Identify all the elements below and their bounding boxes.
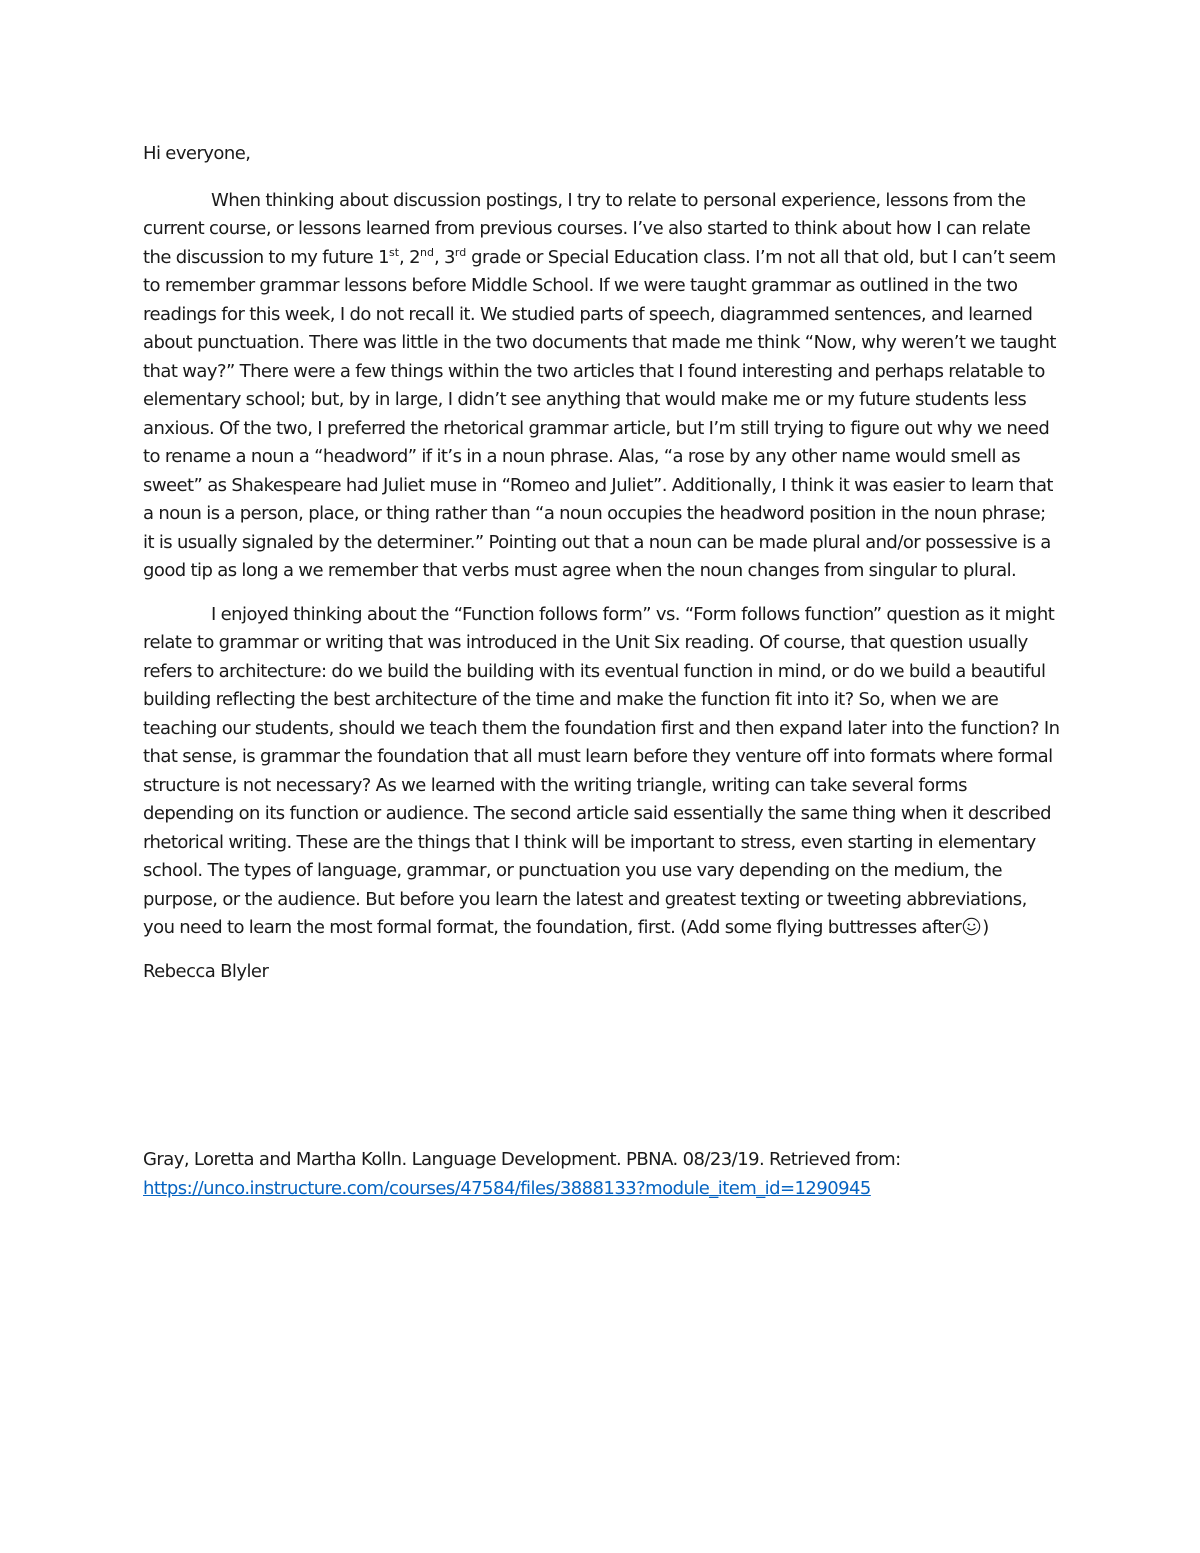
paragraph-1-text-d: grade or Special Education class. I’m not all that old, but I can’t seem to remember grammar lessons before Middle School. If we were taught grammar as outlined in the two readings for this week, I do not recall it. We studied parts of speech, diagrammed sentences, and learned about punctuation. There was little in the two documents that made me think “Now, why weren’t we taught that way?” There were a few things within the two articles that I found interesting and perhaps relatable to elementary school; but, by in large, I didn’t see anything that would make me or my future students less anxious. Of the two, I preferred the rhetorical grammar article, but I’m still trying to figure out why we need to rename a noun a “headword” if it’s in a noun phrase. Alas, “a rose by any other name would smell as sweet” as Shakespeare had Juliet muse in “Romeo and Juliet”. Additionally, I think it was easier to learn that a noun is a person, place, or thing rather than “a noun occupies the headword position in the noun phrase; it is usually signaled by the determiner.” Pointing out that a noun can be made plural and/or possessive is a good tip as long a we remember that verbs must agree when the noun changes from singular to plural.	[143, 246, 1056, 581]
smiley-face-icon	[962, 917, 981, 936]
letter-body	[143, 140, 1061, 986]
paragraph-2-closing: )	[982, 917, 989, 938]
superscript-third: rd	[454, 245, 467, 259]
reference-link[interactable]: https://unco.instructure.com/courses/47584/files/3888133?module_item_id=1290945	[143, 1177, 871, 1199]
paragraph-2-text: I enjoyed thinking about the “Function follows form” vs. “Form follows function” question as it might relate to grammar or writing that was introduced in the Unit Six reading. Of course, that question usually refers to architecture: do we build the building with its eventual function in mind, or do we build a beautiful building reflecting the best architecture of the time and make the function fit into it? So, when we are teaching our students, should we teach them the foundation first and then expand later into the function? In that sense, is grammar the foundation that all must learn before they venture off into formats where formal structure is not necessary? As we learned with the writing triangle, writing can take several forms depending on its function or audience. The second article said essentially the same thing when it described rhetorical writing. These are the things that I think will be important to stress, even starting in elementary school. The types of language, grammar, or punctuation you use vary depending on the medium, the purpose, or the audience. But before you learn the latest and greatest texting or tweeting abbreviations, you need to learn the most formal format, the foundation, first. (Add some flying buttresses after	[143, 603, 1060, 938]
superscript-first: st	[389, 245, 400, 259]
greeting: Hi everyone,	[143, 143, 251, 164]
paragraph-1	[143, 187, 1061, 586]
reference-section	[143, 1146, 1061, 1203]
signature: Rebecca Blyler	[143, 960, 269, 982]
paragraph-1-text-b: , 2	[399, 246, 420, 268]
paragraph-2	[143, 601, 1061, 943]
superscript-second: nd	[420, 245, 434, 259]
paragraph-1-text-a: When thinking about discussion postings, I try to relate to personal experience, lessons from the current course, or lessons learned from previous courses. I’ve also started to think about how I can relate the discussion to my future 1	[143, 189, 1031, 268]
paragraph-1-text-c: , 3	[433, 246, 455, 268]
reference-citation: Gray, Loretta and Martha Kolln. Language Development. PBNA. 08/23/19. Retrieved from:	[143, 1149, 901, 1170]
